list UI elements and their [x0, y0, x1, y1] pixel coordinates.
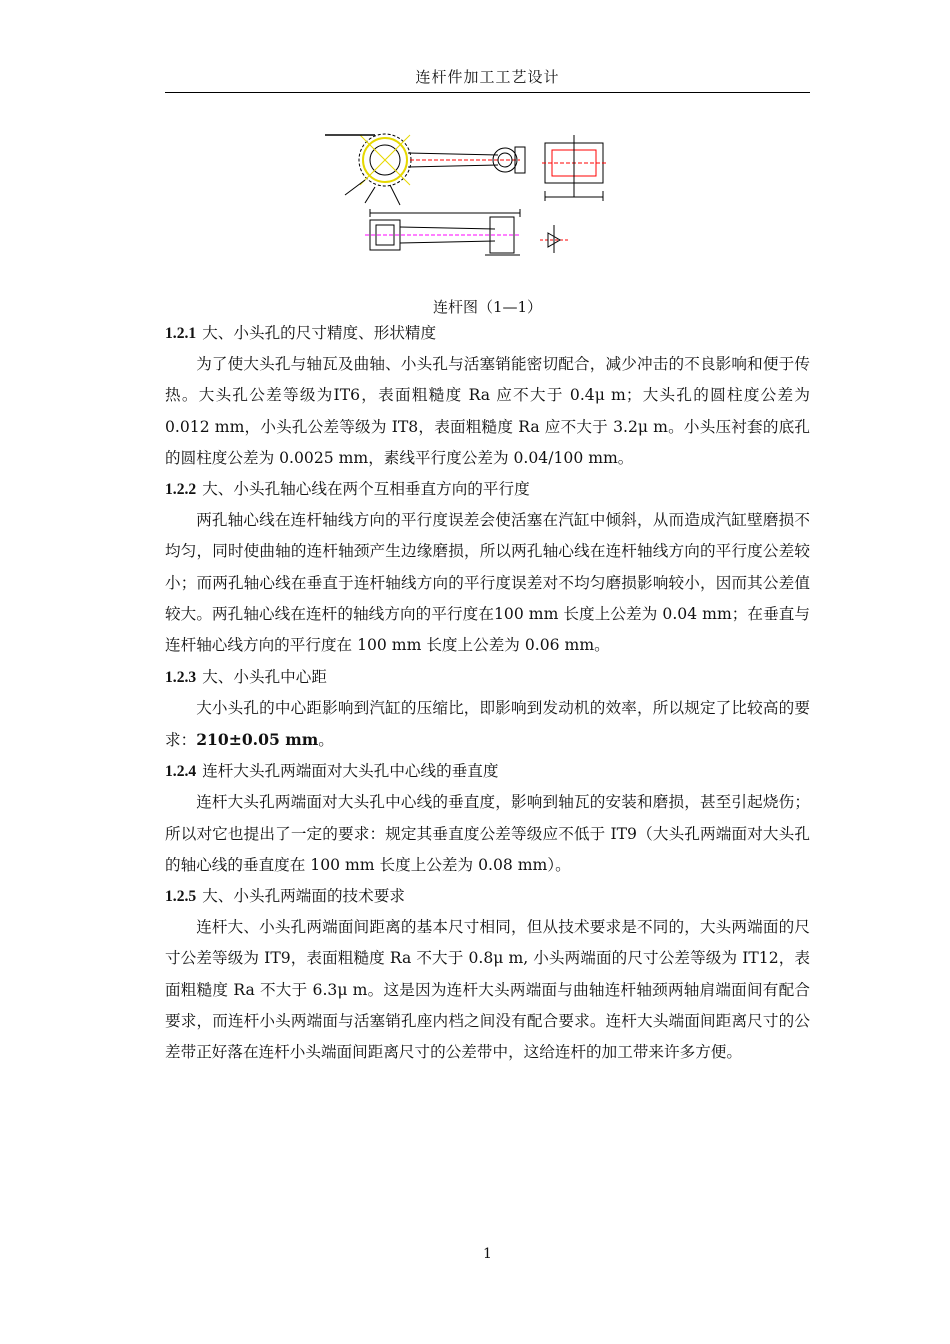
running-header: 连杆件加工工艺设计 — [415, 68, 560, 86]
section-paragraph: 连杆大头孔两端面对大头孔中心线的垂直度，影响到轴瓦的安装和磨损，甚至引起烧伤；所以对它也提出了一定的要求：规定其垂直度公差等级应不低于 IT9（大头孔两端面对大头孔的轴心线的垂直度在 100 mm 长度上公差为 0.08 mm）。 — [165, 793, 810, 874]
section-heading: 1.2.2 大、小头孔轴心线在两个互相垂直方向的平行度 — [165, 480, 530, 499]
section-paragraph: 两孔轴心线在连杆轴线方向的平行度误差会使活塞在汽缸中倾斜，从而造成汽缸壁磨损不均匀，同时使曲轴的连杆轴颈产生边缘磨损，所以两孔轴心线在连杆轴线方向的平行度公差较小；而两孔轴心线在垂直于连杆轴线方向的平行度误差对不均匀磨损影响较小，因而其公差值较大。两孔轴心线在连杆的轴线方向的平行度在100 mm 长度上公差为 0.04 mm；在垂直与连杆轴心线方向的平行度在 100 mm 长度上公差为 0.06 mm。 — [165, 511, 810, 655]
section-paragraph: 为了使大头孔与轴瓦及曲轴、小头孔与活塞销能密切配合，减少冲击的不良影响和便于传热。大头孔公差等级为IT6，表面粗糙度 Ra 应不大于 0.4μ m；大头孔的圆柱度公差为 0.012 mm，小头孔公差等级为 IT8，表面粗糙度 Ra 应不大于 3.2μ m。小头压衬套的底孔的圆柱度公差为 0.0025 mm，素线平行度公差为 0.04/100 mm。 — [165, 355, 810, 467]
section-1-2-3 — [165, 662, 810, 757]
section-heading: 1.2.5 大、小头孔两端面的技术要求 — [165, 887, 405, 906]
section-1-2-2 — [165, 474, 810, 661]
section-1-2-4 — [165, 756, 810, 881]
section-view — [365, 209, 520, 255]
section-paragraph: 大小头孔的中心距影响到汽缸的压缩比，即影响到发动机的效率，所以规定了比较高的要求：210±0.05 mm。 — [165, 698, 810, 749]
section-heading: 1.2.1 大、小头孔的尺寸精度、形状精度 — [165, 324, 437, 342]
header-rule — [165, 92, 810, 93]
section-heading: 1.2.3 大、小头孔中心距 — [165, 667, 327, 686]
connecting-rod-drawing — [320, 125, 610, 280]
side-view — [542, 135, 606, 201]
section-heading: 1.2.4 连杆大头孔两端面对大头孔中心线的垂直度 — [165, 762, 499, 781]
section-symbol — [540, 225, 568, 253]
document-body — [165, 318, 810, 1069]
section-1-2-5 — [165, 881, 810, 1068]
front-view — [325, 134, 525, 205]
page-number: 1 — [483, 1246, 492, 1262]
section-1-2-1 — [165, 318, 810, 474]
center-distance-value: 210±0.05 mm — [196, 729, 319, 749]
section-paragraph: 连杆大、小头孔两端面间距离的基本尺寸相同，但从技术要求是不同的，大头两端面的尺寸公差等级为 IT9，表面粗糙度 Ra 不大于 0.8μ m, 小头两端面的尺寸公差等级为 IT12，表面粗糙度 Ra 不大于 6.3μ m。这是因为连杆大头两端面与曲轴连杆轴颈两轴肩端面间有配合要求，而连杆小头两端面与活塞销孔座内档之间没有配合要求。连杆大头端面间距离尺寸的公差带正好落在连杆小头端面间距离尺寸的公差带中，这给连杆的加工带来许多方便。 — [165, 918, 810, 1062]
figure-caption: 连杆图（1—1） — [432, 298, 543, 316]
